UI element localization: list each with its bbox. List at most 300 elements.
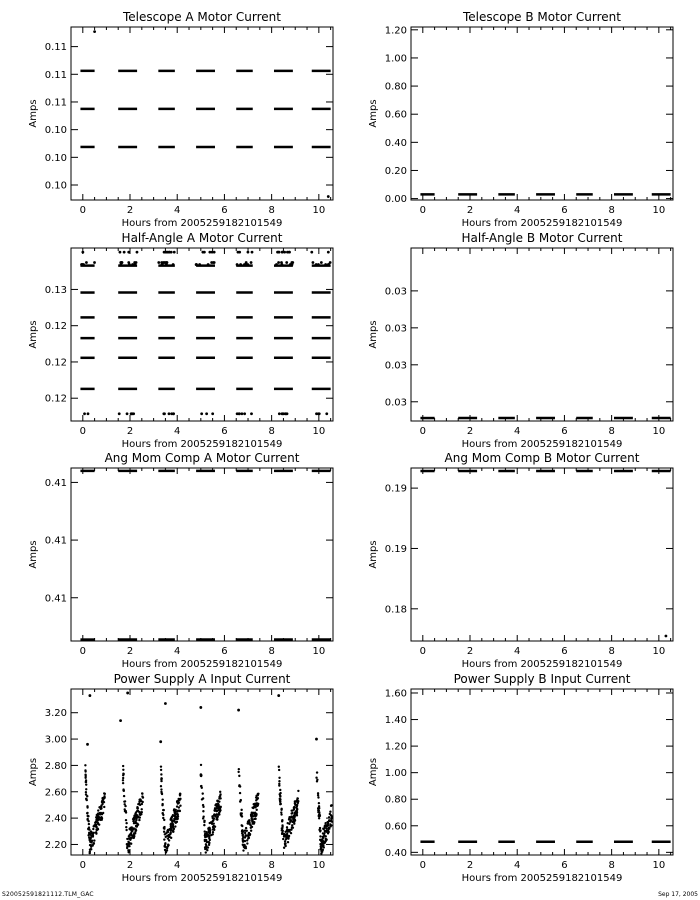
data-point bbox=[96, 828, 98, 830]
chart-panel-half-angle-b bbox=[368, 231, 673, 450]
data-point bbox=[317, 412, 320, 415]
data-point bbox=[92, 828, 94, 830]
data-point bbox=[177, 798, 179, 800]
data-point bbox=[164, 702, 167, 705]
data-point bbox=[328, 819, 330, 821]
data-point bbox=[168, 251, 171, 254]
x-tick-label: 6 bbox=[221, 205, 228, 216]
data-point bbox=[92, 844, 94, 846]
y-tick-label: 0.03 bbox=[384, 286, 407, 298]
data-point bbox=[93, 832, 95, 834]
data-point bbox=[86, 743, 89, 746]
data-point bbox=[285, 838, 287, 840]
data-point bbox=[250, 412, 253, 415]
y-tick-label: 0.03 bbox=[384, 323, 407, 335]
x-tick-label: 2 bbox=[466, 646, 474, 657]
data-point bbox=[294, 804, 296, 806]
data-point bbox=[206, 835, 208, 837]
x-tick-label: 6 bbox=[221, 646, 228, 657]
y-tick-label: 0.10 bbox=[44, 125, 67, 137]
data-point bbox=[236, 263, 239, 266]
x-tick-label: 6 bbox=[561, 205, 568, 216]
data-point bbox=[93, 30, 96, 33]
data-point bbox=[160, 773, 162, 775]
data-point bbox=[330, 814, 332, 816]
data-point bbox=[166, 849, 168, 851]
plot-frame bbox=[71, 689, 333, 855]
data-point bbox=[256, 805, 258, 807]
data-point bbox=[321, 838, 323, 840]
data-point bbox=[98, 813, 100, 815]
data-point bbox=[129, 836, 131, 838]
data-point bbox=[278, 780, 280, 782]
data-point bbox=[168, 834, 170, 836]
y-tick-label: 0.03 bbox=[384, 397, 407, 409]
data-point bbox=[93, 842, 95, 844]
data-point bbox=[237, 709, 240, 712]
data-point bbox=[278, 412, 281, 415]
x-tick-label: 2 bbox=[466, 860, 474, 871]
data-point bbox=[173, 251, 176, 254]
data-point bbox=[285, 261, 288, 264]
data-point bbox=[87, 828, 89, 830]
data-point bbox=[324, 822, 326, 824]
data-point bbox=[136, 251, 139, 254]
data-point bbox=[204, 839, 206, 841]
data-point bbox=[202, 810, 204, 812]
data-point bbox=[214, 808, 216, 810]
data-point bbox=[207, 831, 209, 833]
y-tick-label: 0.12 bbox=[44, 321, 67, 333]
data-point bbox=[245, 261, 248, 264]
x-axis-label: Hours from 2005259182101549 bbox=[461, 659, 623, 670]
data-point bbox=[101, 817, 103, 819]
data-point bbox=[239, 263, 242, 266]
data-point bbox=[254, 818, 256, 820]
data-point bbox=[134, 822, 136, 824]
data-point bbox=[85, 791, 87, 793]
data-point bbox=[241, 412, 244, 415]
y-tick-label: 0.11 bbox=[44, 69, 67, 81]
data-point bbox=[98, 816, 100, 818]
data-point bbox=[138, 819, 140, 821]
x-tick-label: 4 bbox=[514, 646, 521, 657]
data-point bbox=[132, 835, 134, 837]
data-point bbox=[291, 261, 294, 264]
data-point bbox=[91, 840, 93, 842]
x-tick-label: 8 bbox=[608, 205, 615, 216]
data-point bbox=[118, 412, 121, 415]
x-axis-label: Hours from 2005259182101549 bbox=[121, 218, 283, 229]
data-point bbox=[318, 829, 320, 831]
data-point bbox=[86, 806, 88, 808]
data-point bbox=[292, 821, 294, 823]
y-tick-label: 0.11 bbox=[44, 97, 67, 109]
data-point bbox=[293, 807, 295, 809]
data-point bbox=[198, 263, 201, 266]
data-point bbox=[86, 818, 88, 820]
x-tick-label: 10 bbox=[652, 860, 666, 871]
data-point bbox=[253, 803, 255, 805]
x-tick-label: 8 bbox=[608, 860, 615, 871]
y-tick-label: 2.40 bbox=[44, 813, 67, 825]
data-point bbox=[172, 263, 175, 266]
data-point bbox=[140, 800, 142, 802]
data-point bbox=[323, 840, 325, 842]
x-tick-label: 8 bbox=[608, 426, 615, 437]
chart-panel-ang-mom-a bbox=[28, 451, 333, 670]
data-point bbox=[176, 813, 178, 815]
data-point bbox=[219, 791, 221, 793]
y-tick-label: 0.19 bbox=[384, 483, 407, 495]
data-point bbox=[87, 815, 89, 817]
data-point bbox=[328, 831, 330, 833]
y-tick-label: 0.12 bbox=[44, 393, 67, 405]
data-point bbox=[129, 827, 131, 829]
data-point bbox=[206, 841, 208, 843]
data-point bbox=[278, 766, 280, 768]
data-point bbox=[164, 842, 166, 844]
data-point bbox=[95, 819, 97, 821]
data-point bbox=[278, 777, 280, 779]
data-point bbox=[97, 809, 99, 811]
x-axis-label: Hours from 2005259182101549 bbox=[461, 439, 623, 450]
data-point bbox=[290, 832, 292, 834]
data-point bbox=[141, 795, 143, 797]
y-tick-label: 0.12 bbox=[44, 357, 67, 369]
data-point bbox=[209, 839, 211, 841]
data-point bbox=[277, 251, 280, 254]
plot-frame bbox=[411, 27, 673, 200]
data-point bbox=[250, 261, 253, 264]
data-point bbox=[252, 807, 254, 809]
data-point bbox=[238, 412, 241, 415]
data-point bbox=[205, 848, 207, 850]
data-point bbox=[213, 813, 215, 815]
data-point bbox=[297, 797, 299, 799]
data-point bbox=[237, 771, 239, 773]
data-point bbox=[665, 635, 668, 638]
x-tick-label: 4 bbox=[174, 646, 181, 657]
data-point bbox=[212, 831, 214, 833]
data-point bbox=[327, 251, 330, 254]
chart-title: Power Supply B Input Current bbox=[453, 672, 631, 686]
data-point bbox=[163, 831, 165, 833]
data-point bbox=[135, 814, 137, 816]
data-point bbox=[163, 251, 166, 254]
data-point bbox=[255, 799, 257, 801]
data-point bbox=[318, 802, 320, 804]
y-tick-label: 1.20 bbox=[384, 25, 407, 37]
data-point bbox=[87, 820, 89, 822]
data-point bbox=[213, 818, 215, 820]
data-point bbox=[219, 806, 221, 808]
y-tick-label: 2.60 bbox=[44, 787, 67, 799]
data-point bbox=[122, 779, 124, 781]
x-tick-label: 6 bbox=[561, 646, 568, 657]
data-point bbox=[163, 826, 165, 828]
x-tick-label: 4 bbox=[514, 205, 521, 216]
data-point bbox=[130, 833, 132, 835]
y-axis-label: Amps bbox=[368, 320, 379, 349]
data-point bbox=[204, 830, 206, 832]
data-point bbox=[119, 719, 122, 722]
x-tick-label: 8 bbox=[268, 426, 275, 437]
data-point bbox=[137, 807, 139, 809]
x-tick-label: 2 bbox=[466, 205, 474, 216]
data-point bbox=[141, 808, 143, 810]
data-point bbox=[240, 813, 242, 815]
data-point bbox=[160, 788, 162, 790]
data-point bbox=[164, 261, 167, 264]
x-tick-label: 6 bbox=[561, 426, 568, 437]
data-point bbox=[319, 843, 321, 845]
data-point bbox=[327, 195, 330, 198]
data-point bbox=[324, 263, 327, 266]
data-point bbox=[133, 818, 135, 820]
data-point bbox=[200, 775, 202, 777]
data-point bbox=[141, 811, 143, 813]
plot-frame bbox=[71, 468, 333, 641]
data-point bbox=[84, 764, 86, 766]
data-point bbox=[296, 808, 298, 810]
data-point bbox=[257, 793, 259, 795]
data-point bbox=[125, 826, 127, 828]
data-point bbox=[281, 829, 283, 831]
data-point bbox=[203, 821, 205, 823]
x-axis-label: Hours from 2005259182101549 bbox=[121, 873, 283, 884]
data-point bbox=[165, 836, 167, 838]
x-tick-label: 4 bbox=[514, 426, 521, 437]
data-point bbox=[163, 809, 165, 811]
data-point bbox=[88, 837, 90, 839]
y-tick-label: 0.00 bbox=[384, 194, 407, 206]
data-point bbox=[126, 692, 129, 695]
data-point bbox=[81, 251, 84, 254]
x-tick-label: 0 bbox=[419, 646, 426, 657]
y-tick-label: 0.80 bbox=[384, 81, 407, 93]
data-point bbox=[87, 412, 90, 415]
data-point bbox=[130, 412, 133, 415]
data-point bbox=[126, 843, 128, 845]
data-point bbox=[140, 813, 142, 815]
data-point bbox=[294, 800, 296, 802]
x-tick-label: 0 bbox=[419, 205, 426, 216]
data-point bbox=[281, 824, 283, 826]
data-point bbox=[325, 835, 327, 837]
data-point bbox=[244, 832, 246, 834]
data-point bbox=[103, 801, 105, 803]
y-axis-label: Amps bbox=[368, 99, 379, 128]
data-point bbox=[284, 845, 286, 847]
data-point bbox=[288, 251, 291, 254]
data-point bbox=[242, 840, 244, 842]
data-point bbox=[170, 818, 172, 820]
data-point bbox=[95, 816, 97, 818]
x-axis-label: Hours from 2005259182101549 bbox=[461, 218, 623, 229]
data-point bbox=[85, 798, 87, 800]
x-tick-label: 8 bbox=[268, 860, 275, 871]
x-tick-label: 4 bbox=[514, 860, 521, 871]
x-tick-label: 2 bbox=[126, 860, 134, 871]
data-point bbox=[279, 803, 281, 805]
data-point bbox=[294, 812, 296, 814]
data-point bbox=[287, 836, 289, 838]
data-point bbox=[86, 812, 88, 814]
y-tick-label: 1.00 bbox=[384, 768, 407, 780]
data-point bbox=[291, 812, 293, 814]
data-point bbox=[179, 805, 181, 807]
data-point bbox=[297, 790, 299, 792]
data-point bbox=[241, 825, 243, 827]
x-tick-label: 2 bbox=[126, 646, 134, 657]
x-tick-label: 4 bbox=[174, 860, 181, 871]
data-point bbox=[103, 806, 105, 808]
data-point bbox=[251, 811, 253, 813]
y-tick-label: 0.03 bbox=[384, 360, 407, 372]
data-point bbox=[127, 251, 130, 254]
data-point bbox=[93, 839, 95, 841]
x-tick-label: 4 bbox=[174, 205, 181, 216]
data-point bbox=[280, 813, 282, 815]
data-point bbox=[326, 824, 328, 826]
data-point bbox=[173, 818, 175, 820]
data-point bbox=[96, 814, 98, 816]
data-point bbox=[279, 795, 281, 797]
data-point bbox=[200, 764, 202, 766]
footer-date: Sep 17, 2005 bbox=[658, 891, 698, 898]
data-point bbox=[120, 261, 123, 264]
y-tick-label: 0.19 bbox=[384, 543, 407, 555]
data-point bbox=[322, 828, 324, 830]
data-point bbox=[90, 832, 92, 834]
data-point bbox=[100, 812, 102, 814]
y-tick-label: 0.40 bbox=[384, 137, 407, 149]
x-tick-label: 8 bbox=[608, 646, 615, 657]
data-point bbox=[286, 830, 288, 832]
data-point bbox=[331, 817, 333, 819]
data-point bbox=[318, 817, 320, 819]
data-point bbox=[138, 811, 140, 813]
data-point bbox=[213, 251, 216, 254]
data-point bbox=[318, 811, 320, 813]
y-tick-label: 0.13 bbox=[44, 284, 67, 296]
data-point bbox=[256, 809, 258, 811]
data-point bbox=[85, 781, 87, 783]
x-tick-label: 10 bbox=[312, 426, 326, 437]
data-point bbox=[291, 816, 293, 818]
data-point bbox=[292, 827, 294, 829]
data-point bbox=[126, 838, 128, 840]
data-point bbox=[160, 778, 162, 780]
plot-frame bbox=[411, 689, 673, 855]
data-point bbox=[131, 263, 134, 266]
data-point bbox=[129, 839, 131, 841]
data-point bbox=[297, 800, 299, 802]
data-point bbox=[82, 263, 85, 266]
data-point bbox=[164, 845, 166, 847]
x-tick-label: 0 bbox=[419, 860, 426, 871]
data-point bbox=[176, 817, 178, 819]
y-axis-label: Amps bbox=[28, 757, 39, 787]
data-point bbox=[200, 785, 202, 787]
x-tick-label: 8 bbox=[268, 646, 275, 657]
data-point bbox=[279, 789, 281, 791]
y-tick-label: 0.10 bbox=[44, 152, 67, 164]
data-point bbox=[281, 251, 284, 254]
data-point bbox=[170, 837, 172, 839]
data-point bbox=[83, 412, 86, 415]
data-point bbox=[205, 851, 207, 853]
x-tick-label: 2 bbox=[466, 426, 474, 437]
data-point bbox=[157, 261, 160, 264]
x-tick-label: 2 bbox=[126, 205, 134, 216]
data-point bbox=[124, 805, 126, 807]
data-point bbox=[127, 261, 130, 264]
data-point bbox=[317, 263, 320, 266]
data-point bbox=[246, 839, 248, 841]
data-point bbox=[104, 793, 106, 795]
y-axis-label: Amps bbox=[28, 320, 39, 349]
data-point bbox=[97, 823, 99, 825]
data-point bbox=[124, 810, 126, 812]
data-point bbox=[291, 824, 293, 826]
x-axis-label: Hours from 2005259182101549 bbox=[461, 873, 623, 884]
data-point bbox=[279, 792, 281, 794]
data-point bbox=[172, 412, 175, 415]
data-point bbox=[219, 793, 221, 795]
x-tick-label: 2 bbox=[126, 426, 134, 437]
y-tick-label: 1.20 bbox=[384, 741, 407, 753]
data-point bbox=[277, 694, 280, 697]
x-tick-label: 0 bbox=[79, 646, 86, 657]
chart-title: Power Supply A Input Current bbox=[113, 672, 291, 686]
data-point bbox=[286, 412, 289, 415]
data-point bbox=[123, 795, 125, 797]
y-tick-label: 1.60 bbox=[384, 688, 407, 700]
data-point bbox=[278, 783, 280, 785]
data-point bbox=[166, 847, 168, 849]
plot-frame bbox=[71, 248, 333, 421]
data-point bbox=[84, 770, 86, 772]
data-point bbox=[287, 841, 289, 843]
data-point bbox=[123, 251, 126, 254]
data-point bbox=[252, 821, 254, 823]
x-tick-label: 0 bbox=[79, 860, 86, 871]
data-point bbox=[251, 251, 254, 254]
data-point bbox=[290, 809, 292, 811]
data-point bbox=[171, 825, 173, 827]
data-point bbox=[202, 797, 204, 799]
data-point bbox=[244, 847, 246, 849]
data-point bbox=[122, 769, 124, 771]
data-point bbox=[279, 798, 281, 800]
y-tick-label: 0.11 bbox=[44, 42, 67, 54]
data-point bbox=[160, 785, 162, 787]
y-tick-label: 0.40 bbox=[384, 847, 407, 859]
x-tick-label: 4 bbox=[174, 426, 181, 437]
data-point bbox=[239, 792, 241, 794]
data-point bbox=[85, 783, 87, 785]
data-point bbox=[122, 765, 124, 767]
data-point bbox=[275, 263, 278, 266]
data-point bbox=[122, 789, 124, 791]
data-point bbox=[327, 821, 329, 823]
data-point bbox=[217, 809, 219, 811]
x-tick-label: 10 bbox=[312, 860, 326, 871]
data-point bbox=[202, 792, 204, 794]
data-point bbox=[319, 815, 321, 817]
